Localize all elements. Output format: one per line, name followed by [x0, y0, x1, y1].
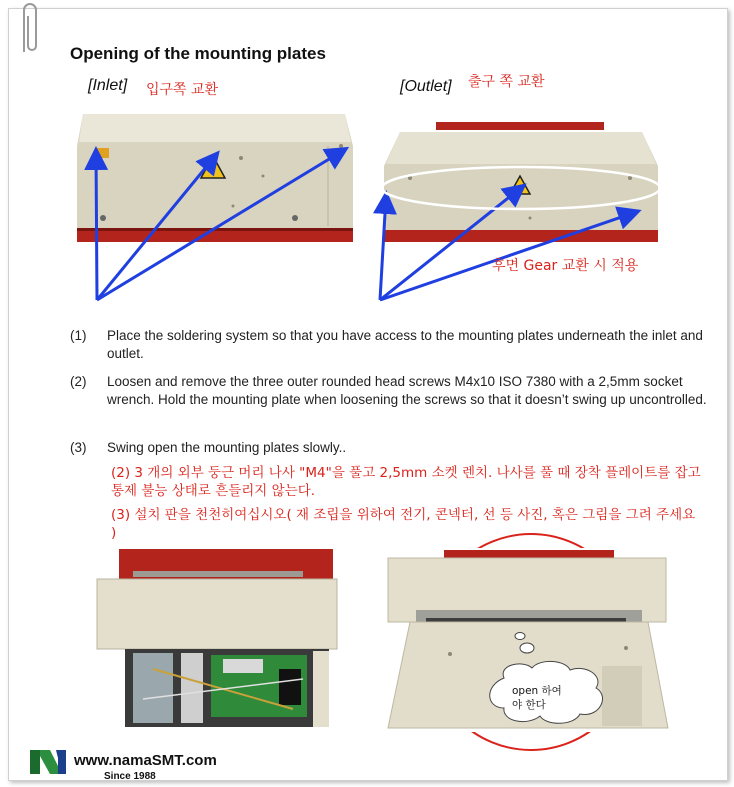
- step-text: Swing open the mounting plates slowly..: [107, 440, 347, 455]
- website-link[interactable]: www.namaSMT.com: [74, 752, 217, 769]
- korean-note-step-3: (3) 설치 판을 천천히여십시오( 재 조립을 위하여 전기, 콘넥터, 선 등 사진, 혹은 그림을 그려 주세요 ): [111, 507, 696, 541]
- step-number: (2): [70, 374, 87, 389]
- callout-line-1: open 하여: [512, 685, 562, 697]
- outlet-korean-label: 출구 쪽 교환: [468, 74, 545, 90]
- page-title: Opening of the mounting plates: [70, 44, 326, 63]
- step-2: [70, 373, 710, 427]
- since-text: Since 1988: [104, 771, 156, 782]
- namasmt-logo: [28, 748, 68, 776]
- inlet-korean-label: 입구쪽 교환: [146, 82, 219, 98]
- korean-note-step-2: (2) 3 개의 외부 둥근 머리 나사 "M4"을 풀고 2,5mm 소켓 렌치. 나사를 풀 때 장착 플레이트를 잡고 통제 불능 상태로 흔들리지 않는다.: [111, 465, 701, 499]
- gear-note: 후면 Gear 교환 시 적용: [492, 258, 639, 274]
- step-text: Loosen and remove the three outer rounded head screws M4x10 ISO 7380 with a 2,5mm socket wrench. Hold the mounting plate when loosening the screws so that it doesn’t swing up uncontrolled.: [107, 374, 707, 407]
- thought-bubble-tail: [512, 630, 538, 662]
- step-number: (1): [70, 328, 87, 343]
- step-text: Place the soldering system so that you have access to the mounting plates underneath the inlet and outlet.: [107, 328, 703, 361]
- outlet-label: [Outlet]: [400, 78, 452, 95]
- step-1: [70, 327, 710, 363]
- opened-inlet-photo: [93, 549, 343, 729]
- callout-line-2: 야 한다: [512, 699, 546, 711]
- step-number: (3): [70, 440, 87, 455]
- callout-text: [512, 684, 562, 712]
- inlet-label: [Inlet]: [88, 77, 128, 94]
- step-3: [70, 439, 710, 457]
